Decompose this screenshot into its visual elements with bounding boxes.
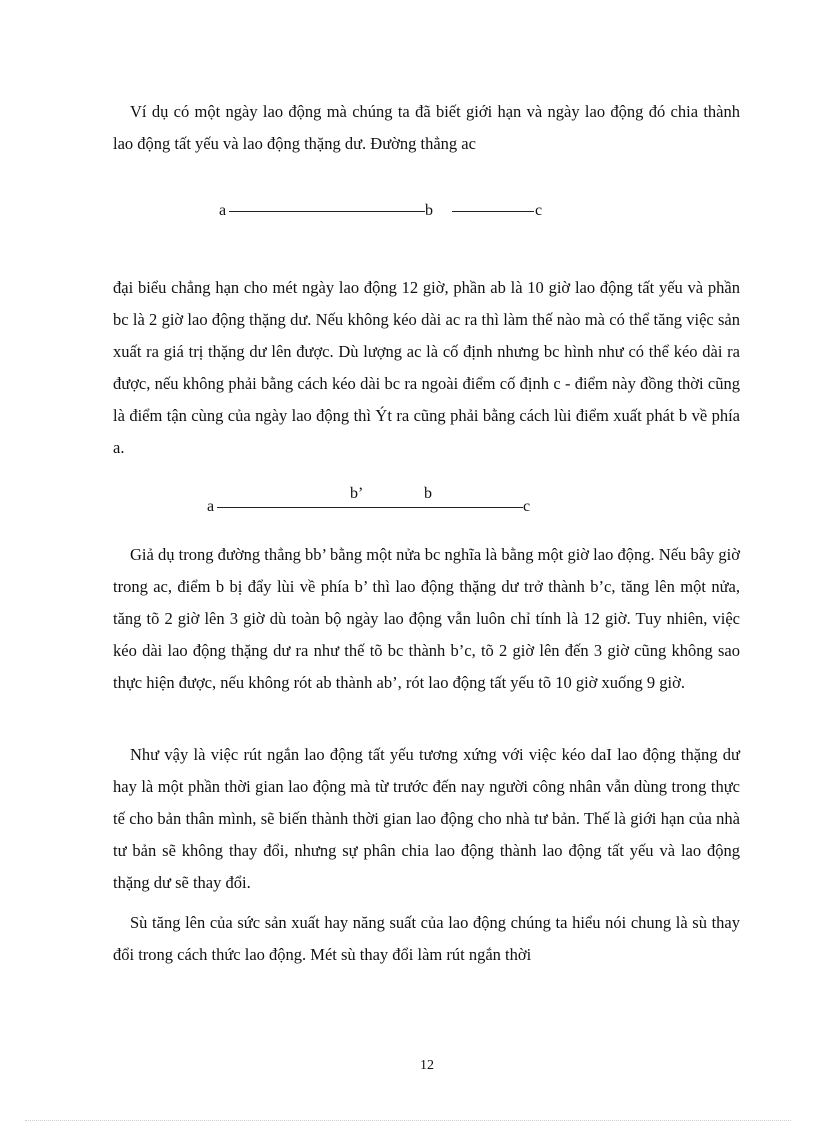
label-c: c (523, 498, 531, 515)
label-c: c (535, 202, 543, 219)
label-b: b (424, 485, 432, 502)
paragraph-3: Giả dụ trong đường thẳng bb’ bằng một nửa bc nghĩa là bằng một giờ lao động. Nếu bây giờ trong ac, điểm b bị đẩy lùi về phía b’ thì lao động thặng dư trở thành b’c, tăng lên một nửa, tăng tõ 2 giờ lên 3 giờ dù toàn bộ ngày lao động vẫn luôn chỉ tính là 12 giờ. Tuy nhiên, việc kéo dài lao động thặng dư ra như thế tõ bc thành b’c, tõ 2 giờ lên đến 3 giờ cũng không sao thực hiện được, nếu không rót ab thành ab’, rót lao động tất yếu tõ 10 giờ xuống 9 giờ. (113, 545, 740, 692)
paragraph-2: đại biểu chẳng hạn cho mét ngày lao động 12 giờ, phần ab là 10 giờ lao động tất yếu và phần bc là 2 giờ lao động thặng dư. Nếu không kéo dài ac ra thì làm thế nào mà có thể tăng việc sản xuất ra giá trị thặng dư lên được. Dù lượng ac là cố định nhưng bc hình như có thể kéo dài ra được, nếu không phải bằng cách kéo dài bc ra ngoài điểm cố định c - điểm này đồng thời cũng là điểm tận cùng của ngày lao động thì Ýt ra cũng phải bằng cách lùi điểm xuất phát b về phía a. (113, 278, 740, 457)
label-a: a (219, 202, 227, 219)
segment-ac (217, 507, 523, 508)
label-a: a (207, 498, 215, 515)
page-number: 12 (420, 1058, 434, 1073)
page-bottom-divider (25, 1120, 791, 1121)
paragraph-5: Sù tăng lên của sức sản xuất hay năng suất của lao động chúng ta hiểu nói chung là sù thay đổi trong cách thức lao động. Mét sù thay đổi làm rút ngắn thời (113, 913, 740, 964)
label-b: b (425, 202, 433, 219)
label-b-prime: b’ (350, 485, 364, 502)
segment-bc (452, 211, 534, 212)
segment-ab (229, 211, 425, 212)
paragraph-4: Như vậy là việc rút ngắn lao động tất yếu tương xứng với việc kéo daI lao động thặng dư hay là một phần thời gian lao động mà từ trước đến nay người công nhân vẫn dùng trong thực tế cho bản thân mình, sẽ biến thành thời gian lao động cho nhà tư bản. Thế là giới hạn của nhà tư bản sẽ không thay đổi, nhưng sự phân chia lao động thành lao động tất yếu và lao động thặng dư sẽ thay đổi. (113, 745, 740, 892)
paragraph-1: Ví dụ có một ngày lao động mà chúng ta đã biết giới hạn và ngày lao động đó chia thành lao động tất yếu và lao động thặng dư. Đường thẳng ac (113, 102, 740, 153)
